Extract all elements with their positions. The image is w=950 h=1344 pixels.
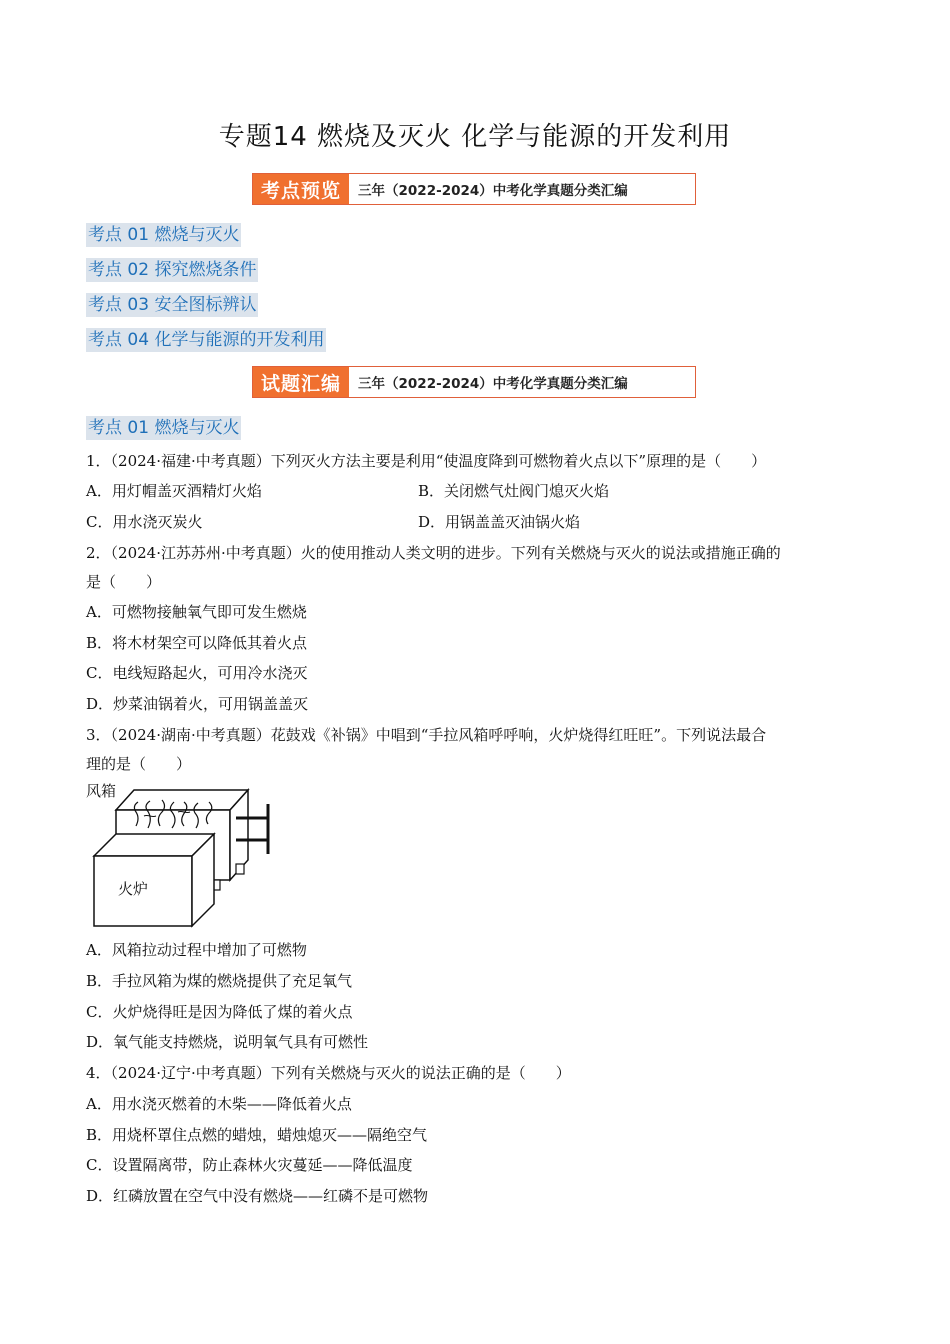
- question-stem-cont: 是（ ）: [86, 573, 162, 591]
- toc-item-3[interactable]: 考点 03 安全图标辨认: [88, 295, 257, 315]
- toc-item-2[interactable]: 考点 02 探究燃烧条件: [88, 260, 257, 280]
- option-b: B．用烧杯罩住点燃的蜡烛，蜡烛熄灭——隔绝空气: [86, 1126, 428, 1144]
- option-c: C．火炉烧得旺是因为降低了煤的着火点: [86, 1003, 353, 1021]
- option-b: B．将木材架空可以降低其着火点: [86, 634, 308, 652]
- banner-tag: 考点预览: [253, 174, 349, 204]
- section-banner-questions: [252, 366, 696, 398]
- toc-item-4[interactable]: 考点 04 化学与能源的开发利用: [88, 330, 325, 350]
- option-c: C．电线短路起火，可用冷水浇灭: [86, 664, 308, 682]
- banner-subtitle: 三年（2022-2024）中考化学真题分类汇编: [358, 376, 628, 392]
- option-c: C．用水浇灭炭火: [86, 513, 203, 531]
- question-stem: 2．（2024·江苏苏州·中考真题）火的使用推动人类文明的进步。下列有关燃烧与灭火的说法或措施正确的: [86, 544, 781, 562]
- option-b: B．手拉风箱为煤的燃烧提供了充足氧气: [86, 972, 353, 990]
- question-stem-cont: 理的是（ ）: [86, 755, 192, 773]
- banner-subtitle: 三年（2022-2024）中考化学真题分类汇编: [358, 183, 628, 199]
- option-d: D．红磷放置在空气中没有燃烧——红磷不是可燃物: [86, 1187, 429, 1205]
- option-c: C．设置隔离带，防止森林火灾蔓延——降低温度: [86, 1156, 413, 1174]
- option-a: A．用水浇灭燃着的木柴——降低着火点: [86, 1095, 352, 1113]
- option-a: A．风箱拉动过程中增加了可燃物: [86, 941, 307, 959]
- label-furnace: 火炉: [118, 880, 149, 898]
- bellows-furnace-figure: [86, 778, 286, 937]
- section-banner-preview: [252, 173, 696, 205]
- option-d: D．氧气能支持燃烧，说明氧气具有可燃性: [86, 1033, 369, 1051]
- option-b: B．关闭燃气灶阀门熄灭火焰: [418, 482, 610, 500]
- page-title: 专题14 燃烧及灭火 化学与能源的开发利用: [218, 122, 732, 152]
- option-d: D．用锅盖盖灭油锅火焰: [418, 513, 581, 531]
- question-stem: 4．（2024·辽宁·中考真题）下列有关燃烧与灭火的说法正确的是（ ）: [86, 1064, 571, 1082]
- option-a: A．可燃物接触氧气即可发生燃烧: [86, 603, 307, 621]
- question-stem: 1．（2024·福建·中考真题）下列灭火方法主要是利用“使温度降到可燃物着火点以下”原理的是（ ）: [86, 452, 767, 470]
- option-d: D．炒菜油锅着火，可用锅盖盖灭: [86, 695, 309, 713]
- banner-tag: 试题汇编: [253, 367, 349, 397]
- section-heading: 考点 01 燃烧与灭火: [88, 418, 240, 438]
- label-bellows: 风箱: [86, 782, 117, 800]
- bellows-furnace-drawing: [86, 778, 286, 933]
- option-a: A．用灯帽盖灭酒精灯火焰: [86, 482, 262, 500]
- question-stem: 3．（2024·湖南·中考真题）花鼓戏《补锅》中唱到“手拉风箱呼呼响，火炉烧得红旺旺”。下列说法最合: [86, 726, 767, 744]
- toc-item-1[interactable]: 考点 01 燃烧与灭火: [88, 225, 240, 245]
